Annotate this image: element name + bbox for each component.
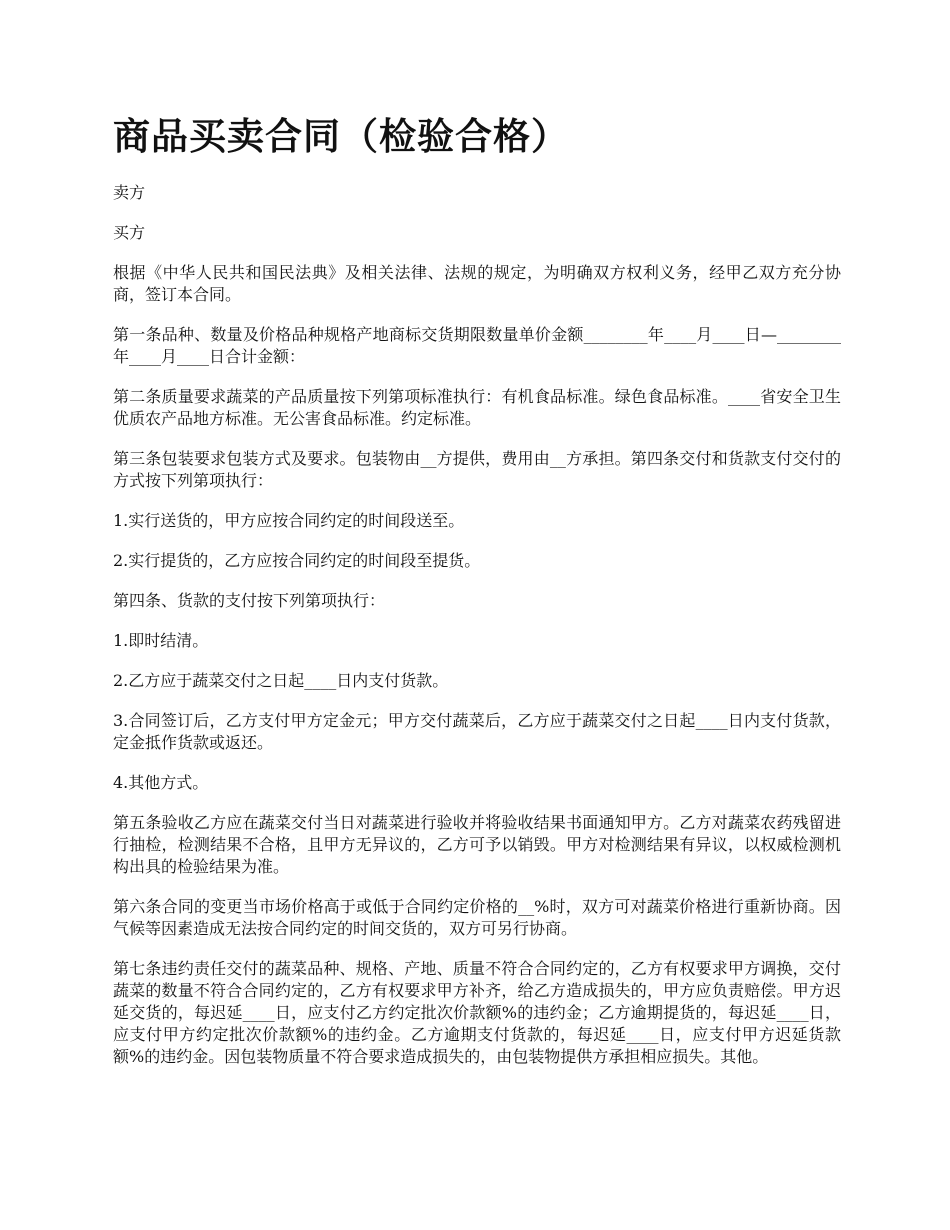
payment-item-2: 2.乙方应于蔬菜交付之日起____日内支付货款。: [113, 671, 449, 690]
contract-document: [113, 112, 841, 1086]
article-2-paragraph: 第二条质量要求蔬菜的产品质量按下列第项标准执行：有机食品标准。绿色食品标准。____省安全卫生优质农产品地方标准。无公害食品标准。约定标准。: [113, 387, 841, 428]
article-4-heading: 第四条、货款的支付按下列第项执行：: [113, 591, 386, 610]
article-5-paragraph: 第五条验收乙方应在蔬菜交付当日对蔬菜进行验收并将验收结果书面通知甲方。乙方对蔬菜农药残留进行抽检，检测结果不合格，且甲方无异议的，乙方可予以销毁。甲方对检测结果有异议，以权威检测机构出具的检验结果为准。: [113, 813, 841, 876]
payment-item-4: 4.其他方式。: [113, 773, 209, 792]
document-title: 商品买卖合同（检验合格）: [113, 114, 569, 158]
preamble-paragraph: 根据《中华人民共和国民法典》及相关法律、法规的规定，为明确双方权利义务，经甲乙双方充分协商，签订本合同。: [113, 263, 841, 304]
delivery-item-1: 1.实行送货的，甲方应按合同约定的时间段送至。: [113, 511, 465, 530]
article-3-paragraph: 第三条包装要求包装方式及要求。包装物由__方提供，费用由__方承担。第四条交付和货款支付交付的方式按下列第项执行：: [113, 449, 841, 490]
payment-item-3: 3.合同签订后，乙方支付甲方定金元；甲方交付蔬菜后，乙方应于蔬菜交付之日起____日内支付货款，定金抵作货款或返还。: [113, 711, 841, 752]
article-6-paragraph: 第六条合同的变更当市场价格高于或低于合同约定价格的__%时，双方可对蔬菜价格进行重新协商。因气候等因素造成无法按合同约定的时间交货的，双方可另行协商。: [113, 897, 841, 938]
seller-line: 卖方: [113, 183, 146, 202]
delivery-item-2: 2.实行提货的，乙方应按合同约定的时间段至提货。: [113, 551, 481, 570]
buyer-line: 买方: [113, 223, 146, 242]
article-7-paragraph: 第七条违约责任交付的蔬菜品种、规格、产地、质量不符合合同约定的，乙方有权要求甲方调换，交付蔬菜的数量不符合合同约定的，乙方有权要求甲方补齐，给乙方造成损失的，甲方应负责赔偿。甲方迟延交货的，每迟延____日，应支付乙方约定批次价款额%的违约金；乙方逾期提货的，每迟延____日，应支付甲方约定批次价款额%的违约金。乙方逾期支付货款的，每迟延____日，应支付甲方迟延货款额%的违约金。因包装物质量不符合要求造成损失的，由包装物提供方承担相应损失。其他。: [113, 959, 841, 1066]
payment-item-1: 1.即时结清。: [113, 631, 209, 650]
article-1-paragraph: 第一条品种、数量及价格品种规格产地商标交货期限数量单价金额________年____月____日—________年____月____日合计金额：: [113, 325, 841, 366]
